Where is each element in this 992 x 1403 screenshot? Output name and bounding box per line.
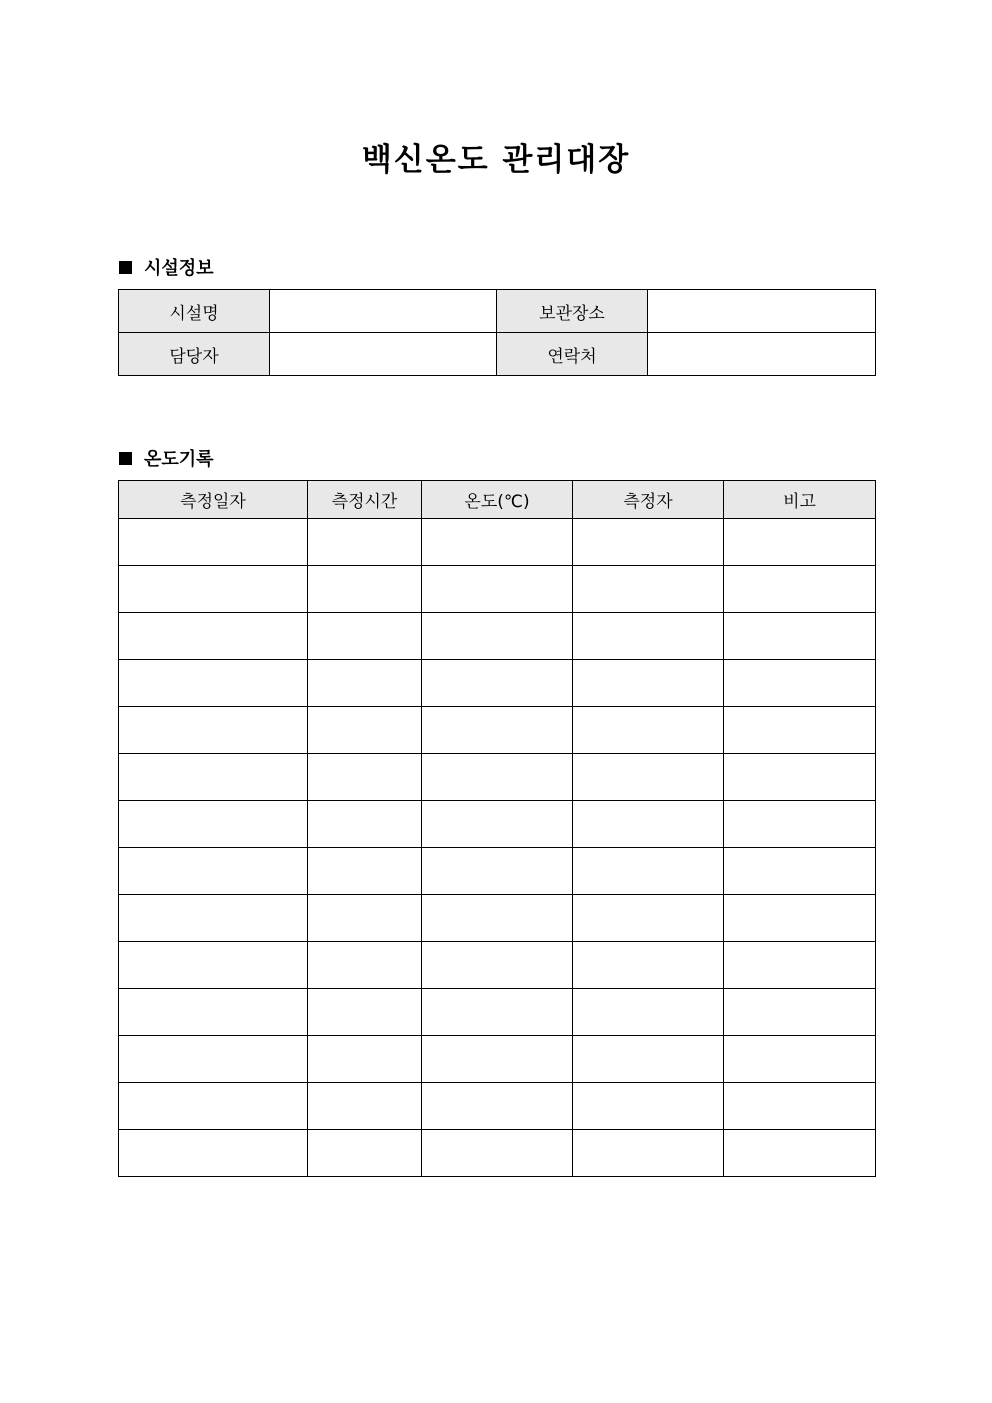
records-section-heading — [119, 445, 214, 471]
temperature-cell[interactable] — [422, 754, 573, 801]
table-row — [119, 895, 876, 942]
date-cell[interactable] — [119, 942, 308, 989]
table-row — [119, 1036, 876, 1083]
date-cell[interactable] — [119, 754, 308, 801]
table-row — [119, 707, 876, 754]
date-cell[interactable] — [119, 989, 308, 1036]
time-cell[interactable] — [308, 566, 422, 613]
table-row — [119, 566, 876, 613]
measurer-cell[interactable] — [573, 895, 724, 942]
remarks-cell[interactable] — [724, 754, 876, 801]
remarks-cell[interactable] — [724, 895, 876, 942]
date-cell[interactable] — [119, 566, 308, 613]
measurer-cell[interactable] — [573, 942, 724, 989]
temperature-cell[interactable] — [422, 1036, 573, 1083]
time-cell[interactable] — [308, 801, 422, 848]
table-row — [119, 942, 876, 989]
table-header-row — [119, 481, 876, 519]
facility-name-value[interactable] — [270, 290, 497, 333]
date-cell[interactable] — [119, 660, 308, 707]
date-cell[interactable] — [119, 801, 308, 848]
column-header-remarks: 비고 — [724, 481, 876, 519]
facility-section-heading — [119, 254, 214, 280]
temperature-cell[interactable] — [422, 1083, 573, 1130]
remarks-cell[interactable] — [724, 801, 876, 848]
measurer-cell[interactable] — [573, 519, 724, 566]
temperature-cell[interactable] — [422, 895, 573, 942]
time-cell[interactable] — [308, 848, 422, 895]
date-cell[interactable] — [119, 848, 308, 895]
facility-name-label: 시설명 — [119, 290, 270, 333]
table-row — [119, 754, 876, 801]
time-cell[interactable] — [308, 895, 422, 942]
measurer-cell[interactable] — [573, 566, 724, 613]
table-row — [119, 1130, 876, 1177]
date-cell[interactable] — [119, 1036, 308, 1083]
facility-row — [119, 290, 876, 333]
column-header-time: 측정시간 — [308, 481, 422, 519]
table-row — [119, 801, 876, 848]
measurer-cell[interactable] — [573, 1036, 724, 1083]
date-cell[interactable] — [119, 1130, 308, 1177]
time-cell[interactable] — [308, 1130, 422, 1177]
remarks-cell[interactable] — [724, 519, 876, 566]
measurer-cell[interactable] — [573, 613, 724, 660]
measurer-cell[interactable] — [573, 848, 724, 895]
records-section-title: 온도기록 — [144, 449, 214, 470]
temperature-cell[interactable] — [422, 613, 573, 660]
time-cell[interactable] — [308, 1083, 422, 1130]
remarks-cell[interactable] — [724, 660, 876, 707]
time-cell[interactable] — [308, 754, 422, 801]
manager-label: 담당자 — [119, 333, 270, 376]
remarks-cell[interactable] — [724, 1130, 876, 1177]
remarks-cell[interactable] — [724, 942, 876, 989]
facility-info-table — [118, 289, 876, 376]
table-row — [119, 519, 876, 566]
square-bullet-icon — [119, 261, 132, 274]
measurer-cell[interactable] — [573, 754, 724, 801]
temperature-cell[interactable] — [422, 660, 573, 707]
remarks-cell[interactable] — [724, 1083, 876, 1130]
time-cell[interactable] — [308, 942, 422, 989]
contact-value[interactable] — [648, 333, 876, 376]
measurer-cell[interactable] — [573, 1083, 724, 1130]
time-cell[interactable] — [308, 613, 422, 660]
remarks-cell[interactable] — [724, 566, 876, 613]
contact-label: 연락처 — [497, 333, 648, 376]
remarks-cell[interactable] — [724, 613, 876, 660]
date-cell[interactable] — [119, 895, 308, 942]
remarks-cell[interactable] — [724, 707, 876, 754]
temperature-cell[interactable] — [422, 942, 573, 989]
facility-section-title: 시설정보 — [144, 258, 214, 279]
date-cell[interactable] — [119, 613, 308, 660]
column-header-measurer: 측정자 — [573, 481, 724, 519]
measurer-cell[interactable] — [573, 660, 724, 707]
record-table-body — [119, 519, 876, 1177]
table-row — [119, 660, 876, 707]
temperature-cell[interactable] — [422, 801, 573, 848]
time-cell[interactable] — [308, 519, 422, 566]
date-cell[interactable] — [119, 707, 308, 754]
temperature-cell[interactable] — [422, 707, 573, 754]
time-cell[interactable] — [308, 989, 422, 1036]
table-row — [119, 848, 876, 895]
column-header-temperature: 온도(℃) — [422, 481, 573, 519]
temperature-cell[interactable] — [422, 848, 573, 895]
storage-location-value[interactable] — [648, 290, 876, 333]
time-cell[interactable] — [308, 1036, 422, 1083]
measurer-cell[interactable] — [573, 801, 724, 848]
table-row — [119, 989, 876, 1036]
square-bullet-icon — [119, 452, 132, 465]
measurer-cell[interactable] — [573, 1130, 724, 1177]
temperature-cell[interactable] — [422, 1130, 573, 1177]
table-row — [119, 613, 876, 660]
date-cell[interactable] — [119, 1083, 308, 1130]
temperature-cell[interactable] — [422, 566, 573, 613]
temperature-record-table — [118, 480, 876, 1177]
temperature-cell[interactable] — [422, 519, 573, 566]
storage-location-label: 보관장소 — [497, 290, 648, 333]
date-cell[interactable] — [119, 519, 308, 566]
remarks-cell[interactable] — [724, 1036, 876, 1083]
temperature-cell[interactable] — [422, 989, 573, 1036]
remarks-cell[interactable] — [724, 848, 876, 895]
manager-value[interactable] — [270, 333, 497, 376]
time-cell[interactable] — [308, 707, 422, 754]
time-cell[interactable] — [308, 660, 422, 707]
measurer-cell[interactable] — [573, 707, 724, 754]
measurer-cell[interactable] — [573, 989, 724, 1036]
page-title: 백신온도 관리대장 — [361, 142, 631, 178]
column-header-date: 측정일자 — [119, 481, 308, 519]
remarks-cell[interactable] — [724, 989, 876, 1036]
table-row — [119, 1083, 876, 1130]
facility-row — [119, 333, 876, 376]
